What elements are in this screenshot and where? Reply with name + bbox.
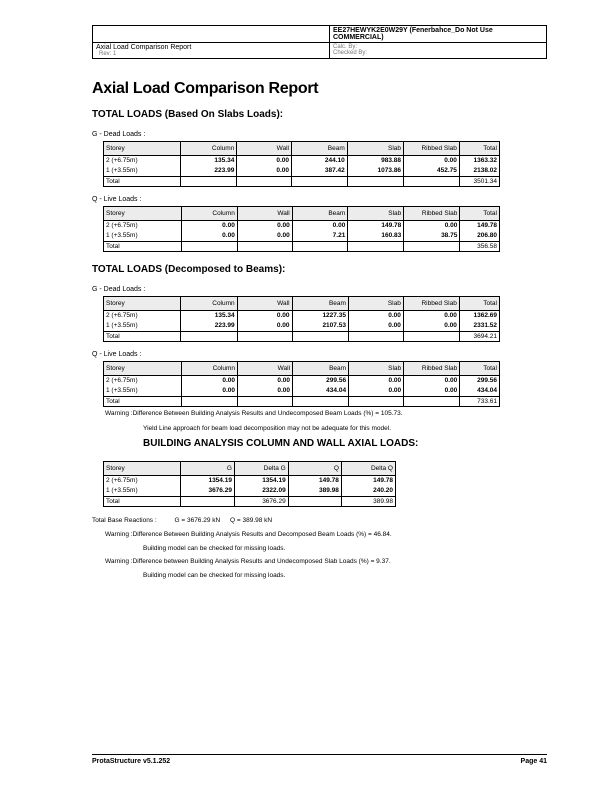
table-cell: 0.00 [404, 221, 460, 232]
analysis-axial-loads-table [103, 461, 396, 507]
table-row [104, 156, 500, 167]
empty-cell [404, 177, 460, 187]
table-cell: 1354.19 [181, 476, 235, 487]
empty-cell [181, 397, 237, 407]
checked-by: Checked By: [333, 50, 368, 56]
header-rev: Rev: 1 [99, 51, 117, 57]
warning-text: Difference between Building Analysis Results and Undecomposed Slab Loads (%) = 9.37. [132, 558, 391, 565]
table-header-row [104, 362, 500, 376]
table-header-row [104, 462, 396, 476]
report-header [92, 25, 547, 59]
table-cell: 434.04 [293, 386, 349, 397]
column-header: Slab [348, 207, 404, 221]
table-cell: 0.00 [292, 221, 348, 232]
page-title: Axial Load Comparison Report [92, 80, 319, 97]
table-row [104, 321, 500, 332]
column-header: Ribbed Slab [404, 142, 460, 156]
table-cell: 149.78 [288, 476, 341, 487]
column-header: Delta Q [341, 462, 395, 476]
table-cell: 1 (+3.55m) [104, 321, 181, 332]
table-cell: 387.42 [292, 166, 348, 177]
table-cell: 0.00 [349, 386, 404, 397]
table-cell: 0.00 [237, 386, 292, 397]
column-header: Column [181, 297, 237, 311]
empty-cell [288, 497, 341, 507]
column-header: Wall [237, 297, 292, 311]
empty-cell [292, 242, 348, 252]
column-header: Column [181, 207, 237, 221]
dead-loads-label: G - Dead Loads : [92, 131, 146, 138]
total-label: Total [104, 332, 181, 342]
empty-cell [348, 332, 403, 342]
empty-cell [293, 397, 349, 407]
column-header: Beam [292, 297, 348, 311]
column-header: Ribbed Slab [403, 297, 459, 311]
total-value: 3676.29 [234, 497, 288, 507]
table-cell: 0.00 [404, 376, 460, 387]
total-row [104, 497, 396, 507]
table-cell: 1362.69 [459, 311, 499, 322]
table-cell: 0.00 [237, 321, 292, 332]
table-cell: 0.00 [237, 311, 292, 322]
license-text: EE27HEWYK2E0W29Y (Fenerbahce_Do Not Use COMMERCIAL) [330, 26, 547, 43]
column-header: G [181, 462, 235, 476]
empty-cell [237, 177, 292, 187]
header-report-cell [93, 43, 330, 59]
section-heading-slabs: TOTAL LOADS (Based On Slabs Loads): [92, 109, 284, 120]
table-cell: 38.75 [404, 231, 460, 242]
table-cell: 1 (+3.55m) [104, 486, 181, 497]
column-header: Total [460, 207, 500, 221]
empty-cell [347, 177, 403, 187]
table-row [104, 376, 500, 387]
column-header: Column [181, 142, 237, 156]
column-header: Total [460, 362, 500, 376]
table-cell: 0.00 [349, 376, 404, 387]
column-header: Ribbed Slab [404, 207, 460, 221]
warning-text: Difference Between Building Analysis Results and Decomposed Beam Loads (%) = 46.84. [132, 531, 392, 538]
column-header: Storey [104, 207, 182, 221]
section-heading-analysis: BUILDING ANALYSIS COLUMN AND WALL AXIAL LOADS: [143, 438, 419, 449]
table-cell: 2138.02 [459, 166, 499, 177]
warning-label: Warning : [105, 558, 133, 565]
column-header: Slab [347, 142, 403, 156]
column-header: Q [288, 462, 341, 476]
table-row [104, 221, 500, 232]
table-cell: 0.00 [237, 231, 292, 242]
total-value: 733.61 [460, 397, 500, 407]
table-cell: 135.34 [181, 156, 237, 167]
table-cell: 1227.35 [292, 311, 348, 322]
dead-loads-label: G - Dead Loads : [92, 286, 146, 293]
table-cell: 206.80 [460, 231, 500, 242]
table-cell: 1 (+3.55m) [104, 166, 181, 177]
empty-cell [292, 177, 348, 187]
reaction-g: G = 3676.29 kN [174, 517, 221, 524]
total-value: 356.58 [460, 242, 500, 252]
warning-label: Warning : [105, 410, 133, 417]
total-label: Total [104, 242, 182, 252]
table-cell: 452.75 [404, 166, 460, 177]
slab-dead-loads-table [103, 141, 500, 187]
table-cell: 0.00 [348, 311, 403, 322]
total-row [104, 242, 500, 252]
empty-cell [404, 242, 460, 252]
empty-cell [181, 177, 237, 187]
warning-beam-loads [105, 410, 403, 417]
table-cell: 0.00 [237, 156, 292, 167]
column-header: Slab [349, 362, 404, 376]
column-header: Slab [348, 297, 403, 311]
warning-label: Warning : [105, 531, 133, 538]
warning-note: Building model can be checked for missing loads. [143, 572, 286, 579]
table-cell: 0.00 [403, 321, 459, 332]
footer-divider [92, 754, 547, 755]
column-header: Column [181, 362, 237, 376]
table-cell: 1354.19 [234, 476, 288, 487]
column-header: Total [459, 142, 499, 156]
total-label: Total [104, 177, 181, 187]
table-row [104, 311, 500, 322]
header-signoff-cell [330, 43, 547, 59]
beam-dead-loads-table [103, 296, 500, 342]
slab-live-loads-table [103, 206, 500, 252]
column-header: Storey [104, 297, 181, 311]
empty-cell [237, 332, 292, 342]
calc-by: Calc. By: [333, 44, 358, 50]
total-row [104, 332, 500, 342]
table-cell: 299.56 [293, 376, 349, 387]
table-cell: 149.78 [460, 221, 500, 232]
table-cell: 299.56 [460, 376, 500, 387]
table-cell: 2 (+6.75m) [104, 376, 182, 387]
column-header: Wall [237, 207, 292, 221]
empty-cell [237, 397, 292, 407]
table-row [104, 476, 396, 487]
total-label: Total [104, 497, 181, 507]
warning-text: Difference Between Building Analysis Results and Undecomposed Beam Loads (%) = 105.73. [132, 410, 403, 417]
table-cell: 0.00 [181, 386, 237, 397]
warning-note: Building model can be checked for missing loads. [143, 545, 286, 552]
empty-cell [403, 332, 459, 342]
table-cell: 0.00 [237, 221, 292, 232]
table-cell: 434.04 [460, 386, 500, 397]
footer-software: ProtaStructure v5.1.252 [92, 758, 171, 765]
table-cell: 1 (+3.55m) [104, 386, 182, 397]
empty-cell [292, 332, 348, 342]
table-cell: 0.00 [404, 386, 460, 397]
table-cell: 0.00 [348, 321, 403, 332]
table-cell: 223.99 [181, 166, 237, 177]
table-cell: 0.00 [181, 231, 237, 242]
table-cell: 0.00 [237, 166, 292, 177]
table-row [104, 386, 500, 397]
table-header-row [104, 207, 500, 221]
table-cell: 223.99 [181, 321, 237, 332]
base-reactions-label: Total Base Reactions : [92, 517, 157, 524]
table-cell: 983.88 [347, 156, 403, 167]
table-cell: 160.83 [348, 231, 404, 242]
empty-cell [181, 242, 237, 252]
table-cell: 2322.09 [234, 486, 288, 497]
table-row [104, 231, 500, 242]
table-cell: 135.34 [181, 311, 237, 322]
total-value: 3501.34 [459, 177, 499, 187]
column-header: Beam [293, 362, 349, 376]
table-cell: 7.21 [292, 231, 348, 242]
table-header-row [104, 142, 500, 156]
table-cell: 2 (+6.75m) [104, 221, 182, 232]
table-cell: 1363.32 [459, 156, 499, 167]
table-cell: 240.20 [341, 486, 395, 497]
table-cell: 0.00 [404, 156, 460, 167]
total-label: Total [104, 397, 182, 407]
table-cell: 1 (+3.55m) [104, 231, 182, 242]
table-header-row [104, 297, 500, 311]
live-loads-label: Q - Live Loads : [92, 196, 142, 203]
empty-cell [181, 497, 235, 507]
section-heading-beams: TOTAL LOADS (Decomposed to Beams): [92, 264, 286, 275]
table-cell: 1073.86 [347, 166, 403, 177]
table-cell: 0.00 [237, 376, 292, 387]
reaction-q: Q = 389.98 kN [230, 517, 273, 524]
total-row [104, 177, 500, 187]
column-header: Beam [292, 207, 348, 221]
column-header: Storey [104, 142, 181, 156]
empty-cell [348, 242, 404, 252]
column-header: Beam [292, 142, 348, 156]
column-header: Storey [104, 362, 182, 376]
header-blank-cell [93, 26, 330, 43]
header-report-title: Axial Load Comparison Report [96, 44, 192, 51]
column-header: Wall [237, 362, 292, 376]
table-cell: 2 (+6.75m) [104, 311, 181, 322]
table-row [104, 166, 500, 177]
empty-cell [181, 332, 237, 342]
empty-cell [404, 397, 460, 407]
column-header: Delta G [234, 462, 288, 476]
table-cell: 0.00 [181, 376, 237, 387]
warning-undecomposed-slab [105, 558, 391, 565]
empty-cell [349, 397, 404, 407]
table-cell: 149.78 [348, 221, 404, 232]
table-cell: 2 (+6.75m) [104, 156, 181, 167]
footer-page-number: Page 41 [520, 758, 547, 765]
table-cell: 0.00 [181, 221, 237, 232]
table-cell: 149.78 [341, 476, 395, 487]
table-cell: 2107.53 [292, 321, 348, 332]
total-row [104, 397, 500, 407]
table-cell: 389.98 [288, 486, 341, 497]
total-value: 3694.21 [459, 332, 499, 342]
warning-decomposed-beam [105, 531, 392, 538]
table-cell: 0.00 [403, 311, 459, 322]
base-reactions [92, 517, 272, 524]
live-loads-label: Q - Live Loads : [92, 351, 142, 358]
warning-note: Yield Line approach for beam load decomposition may not be adequate for this model. [143, 425, 391, 432]
column-header: Total [459, 297, 499, 311]
total-value: 389.98 [341, 497, 395, 507]
beam-live-loads-table [103, 361, 500, 407]
table-cell: 244.10 [292, 156, 348, 167]
column-header: Ribbed Slab [404, 362, 460, 376]
table-cell: 3676.29 [181, 486, 235, 497]
column-header: Wall [237, 142, 292, 156]
table-row [104, 486, 396, 497]
table-cell: 2 (+6.75m) [104, 476, 181, 487]
empty-cell [237, 242, 292, 252]
column-header: Storey [104, 462, 181, 476]
table-cell: 2331.52 [459, 321, 499, 332]
